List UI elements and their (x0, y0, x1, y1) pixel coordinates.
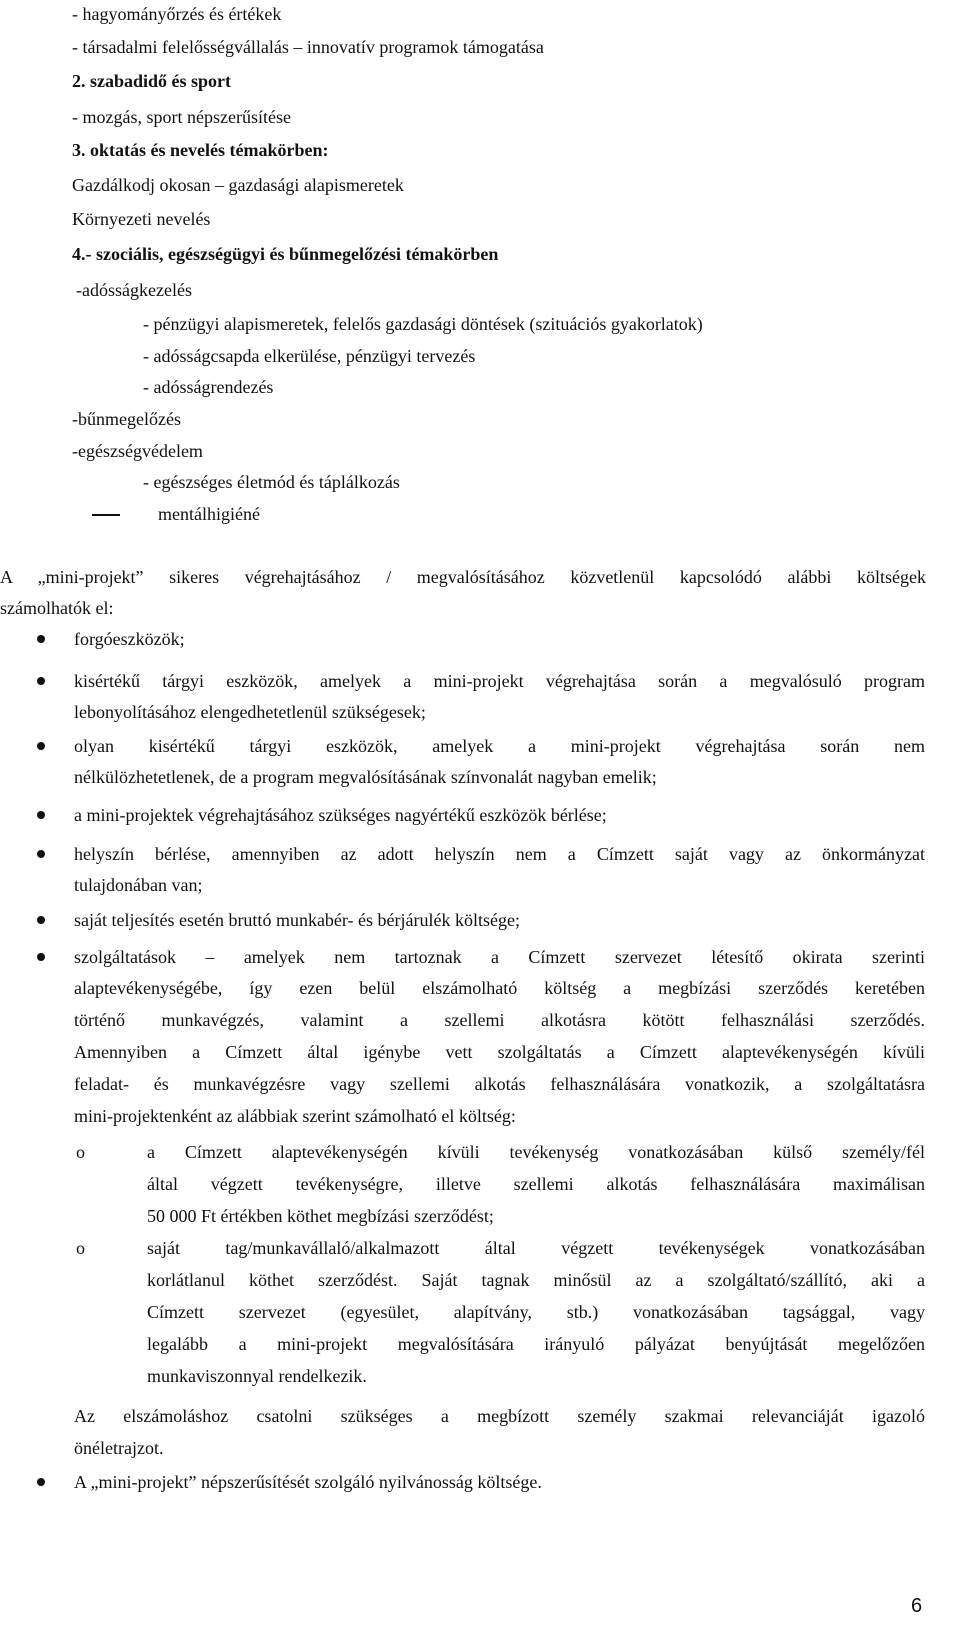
bullet-7-line-1: szolgáltatások – amelyek nem tartoznak a Címzett szervezet létesítő okirata szerinti (74, 947, 925, 967)
bullet-icon (37, 635, 45, 643)
section-2-heading: 2. szabadidő és sport (72, 71, 232, 91)
bullet-icon (37, 1478, 45, 1486)
debt-item-1: - pénzügyi alapismeretek, felelős gazdasági döntések (szituációs gyakorlatok) (143, 314, 703, 334)
bullet-3-line-1: olyan kisértékű tárgyi eszközök, amelyek a mini-projekt végrehajtása során nem (74, 736, 925, 756)
bullet-8-text: A „mini-projekt” népszerűsítését szolgáló nyilvánosság költsége. (74, 1472, 542, 1492)
health-title: -egészségvédelem (72, 441, 203, 461)
subitem-2-line-5: munkaviszonnyal rendelkezik. (147, 1366, 367, 1386)
bullet-icon (37, 811, 45, 819)
bullet-2-line-2: lebonyolításához elengedhetetlenül szükségesek; (74, 702, 426, 722)
crime-prevention: -bűnmegelőzés (72, 409, 181, 429)
bullet-3-line-2: nélkülözhetetlenek, de a program megvalósításának színvonalát nagyban emelik; (74, 767, 657, 787)
bullet-4-text: a mini-projektek végrehajtásához szükséges nagyértékű eszközök bérlése; (74, 805, 607, 825)
section-4-heading: 4.- szociális, egészségügyi és bűnmegelőzési témakörben (72, 244, 499, 264)
top-line-1: - hagyományőrzés és értékek (72, 4, 282, 24)
intro-line-1: A „mini-projekt” sikeres végrehajtásához / megvalósításához közvetlenül kapcsolódó alábbi költségek (0, 567, 926, 587)
bullet-6-text: saját teljesítés esetén bruttó munkabér- és bérjárulék költsége; (74, 910, 520, 930)
section-3-heading: 3. oktatás és nevelés témakörben: (72, 140, 329, 160)
debt-item-2: - adósságcsapda elkerülése, pénzügyi tervezés (143, 346, 476, 366)
health-item-1: - egészséges életmód és táplálkozás (143, 472, 400, 492)
attachment-note-line-1: Az elszámoláshoz csatolni szükséges a megbízott személy szakmai relevanciáját igazoló (74, 1406, 925, 1426)
dash-marker (92, 514, 120, 516)
bullet-5-line-1: helyszín bérlése, amennyiben az adott helyszín nem a Címzett saját vagy az önkormányzat (74, 844, 925, 864)
bullet-7-line-5: feladat- és munkavégzésre vagy szellemi alkotás felhasználására vonatkozik, a szolgáltatásra (74, 1074, 925, 1094)
bullet-icon (37, 677, 45, 685)
bullet-icon (37, 742, 45, 750)
bullet-icon (37, 953, 45, 961)
bullet-7-line-3: történő munkavégzés, valamint a szellemi alkotásra kötött felhasználási szerződés. (74, 1010, 925, 1030)
top-line-2: - társadalmi felelősségvállalás – innovatív programok támogatása (72, 37, 544, 57)
circle-bullet-icon: o (76, 1142, 85, 1162)
bullet-icon (37, 850, 45, 858)
page-number: 6 (911, 1595, 923, 1617)
bullet-5-line-2: tulajdonában van; (74, 875, 203, 895)
bullet-1-text: forgóeszközök; (74, 629, 185, 649)
section-3-item-2: Környezeti nevelés (72, 209, 211, 229)
bullet-7-line-6: mini-projektenként az alábbiak szerint számolható el költség: (74, 1106, 516, 1126)
section-3-item-1: Gazdálkodj okosan – gazdasági alapismeretek (72, 175, 404, 195)
debt-item-3: - adósságrendezés (143, 377, 274, 397)
subitem-2-line-1: saját tag/munkavállaló/alkalmazott által végzett tevékenységek vonatkozásában (147, 1238, 925, 1258)
subitem-1-line-3: 50 000 Ft értékben köthet megbízási szerződést; (147, 1206, 494, 1226)
bullet-icon (37, 916, 45, 924)
bullet-7-line-2: alaptevékenységébe, így ezen belül elszámolható költség a megbízási szerződés keretében (74, 978, 925, 998)
subitem-2-line-2: korlátlanul köthet szerződést. Saját tagnak minősül az a szolgáltató/szállító, aki a (147, 1270, 925, 1290)
subitem-2-line-4: legalább a mini-projekt megvalósítására irányuló pályázat benyújtását megelőzően (147, 1334, 925, 1354)
attachment-note-line-2: önéletrajzot. (74, 1438, 164, 1458)
subitem-2-line-3: Címzett szervezet (egyesület, alapítvány, stb.) vonatkozásában tagsággal, vagy (147, 1302, 925, 1322)
circle-bullet-icon: o (76, 1238, 85, 1258)
debt-title: -adósságkezelés (76, 280, 192, 300)
health-item-2: mentálhigiéné (158, 504, 260, 524)
bullet-2-line-1: kisértékű tárgyi eszközök, amelyek a mini-projekt végrehajtása során a megvalósuló program (74, 671, 925, 691)
intro-line-2: számolhatók el: (0, 598, 114, 618)
bullet-7-line-4: Amennyiben a Címzett által igénybe vett szolgáltatás a Címzett alaptevékenységén kívüli (74, 1042, 925, 1062)
subitem-1-line-1: a Címzett alaptevékenységén kívüli tevékenység vonatkozásában külső személy/fél (147, 1142, 925, 1162)
section-2-item: - mozgás, sport népszerűsítése (72, 107, 291, 127)
subitem-1-line-2: által végzett tevékenységre, illetve szellemi alkotás felhasználására maximálisan (147, 1174, 925, 1194)
